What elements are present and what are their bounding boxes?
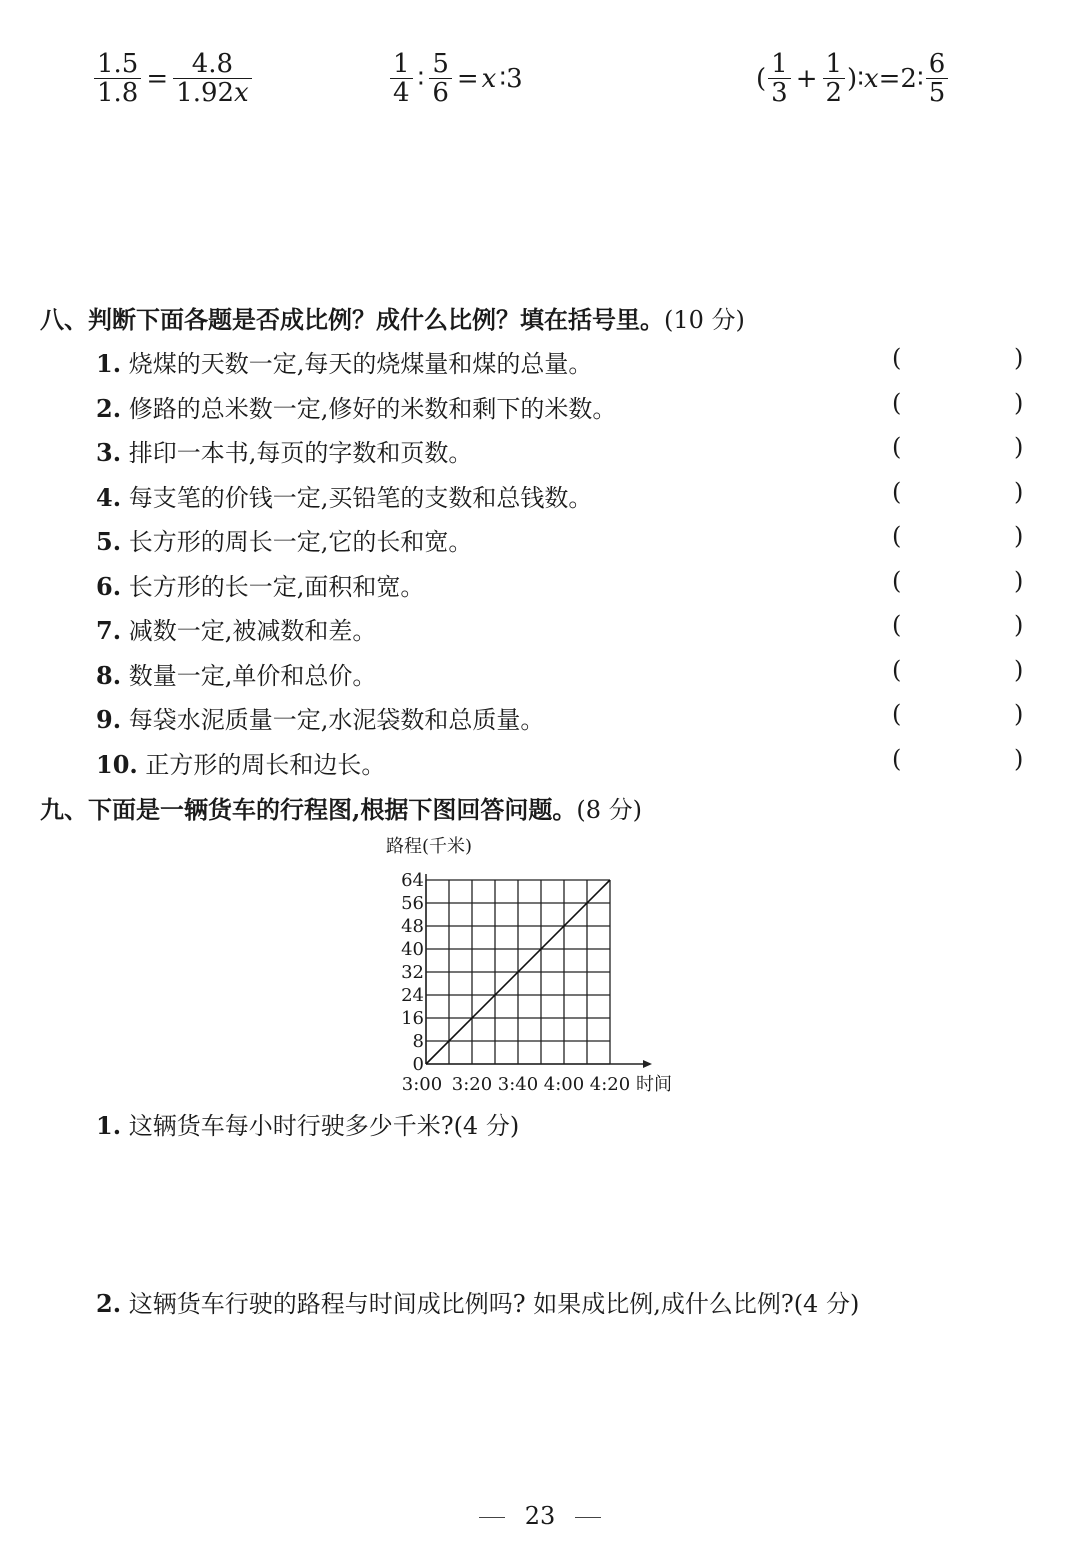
judgement-item: 1. 烧煤的天数一定,每天的烧煤量和煤的总量。 ( )	[96, 344, 1024, 378]
y-tick-label: 64	[401, 870, 424, 891]
y-axis-label: 路程(千米)	[386, 836, 473, 857]
judgement-item: 3. 排印一本书,每页的字数和页数。 ( )	[96, 433, 1024, 467]
x-tick-label: 3:40	[497, 1074, 539, 1095]
footer-dash	[575, 1517, 601, 1518]
answer-paren-open: (	[892, 744, 902, 773]
answer-paren-open: (	[892, 522, 902, 550]
page-number: 23	[524, 1502, 556, 1530]
answer-paren-open: (	[892, 655, 902, 684]
answer-paren-open: (	[892, 700, 902, 728]
answer-paren-open: (	[892, 611, 902, 639]
section-9-heading: 九、下面是一辆货车的行程图,根据下图回答问题。(8 分)	[40, 795, 642, 824]
answer-paren-close: )	[1014, 388, 1024, 417]
y-tick-label: 40	[401, 939, 424, 960]
x-tick-label: 3:20	[451, 1074, 493, 1095]
y-tick-label: 0	[412, 1054, 424, 1075]
y-tick-label: 56	[401, 893, 424, 914]
y-tick-label: 16	[401, 1008, 424, 1029]
answer-paren-open: (	[892, 433, 902, 461]
answer-paren-close: )	[1014, 477, 1024, 506]
x-tick-label: 4:00	[543, 1074, 585, 1095]
distance-time-chart	[380, 828, 700, 1100]
judgement-item: 7. 减数一定,被减数和差。 ( )	[96, 611, 1024, 645]
answer-paren-close: )	[1014, 566, 1024, 595]
page-footer	[0, 1502, 1080, 1530]
equation-1: $\frac{1.5}{1.8}$ = $\frac{4.8}{1.92x}$	[92, 50, 254, 107]
section-8-heading: 八、判断下面各题是否成比例？成什么比例？填在括号里。(10 分)	[40, 305, 745, 334]
y-tick-label: 24	[401, 985, 424, 1006]
answer-paren-close: )	[1014, 744, 1024, 773]
fraction: $\frac{1}{2}$	[823, 50, 846, 107]
judgement-item: 10. 正方形的周长和边长。 ( )	[96, 744, 1024, 779]
fraction: $\frac{4.8}{1.92x}$	[173, 50, 252, 107]
answer-paren-close: )	[1014, 700, 1024, 728]
judgement-item: 8. 数量一定,单价和总价。 ( )	[96, 655, 1024, 690]
judgement-item: 4. 每支笔的价钱一定,买铅笔的支数和总钱数。 ( )	[96, 477, 1024, 512]
answer-paren-close: )	[1014, 611, 1024, 639]
judgement-item: 9. 每袋水泥质量一定,水泥袋数和总质量。 ( )	[96, 700, 1024, 734]
footer-dash	[479, 1517, 505, 1518]
question-1: 1. 这辆货车每小时行驶多少千米?(4 分)	[96, 1111, 520, 1140]
equation-2: $\frac{1}{4}$ ∶ $\frac{5}{6}$ = x ∶3	[388, 50, 526, 107]
fraction: $\frac{5}{6}$	[429, 50, 452, 107]
y-tick-label: 48	[401, 916, 424, 937]
answer-paren-close: )	[1014, 344, 1024, 372]
judgement-item: 2. 修路的总米数一定,修好的米数和剩下的米数。 ( )	[96, 388, 1024, 423]
x-tick-label: 4:20	[589, 1074, 631, 1095]
answer-paren-close: )	[1014, 655, 1024, 684]
answer-paren-open: (	[892, 344, 902, 372]
answer-paren-close: )	[1014, 433, 1024, 461]
fraction: $\frac{1.5}{1.8}$	[94, 50, 141, 107]
answer-paren-close: )	[1014, 522, 1024, 550]
fraction: $\frac{6}{5}$	[926, 50, 949, 107]
answer-paren-open: (	[892, 566, 902, 595]
fraction: $\frac{1}{4}$	[390, 50, 413, 107]
x-tick-label: 3:00	[401, 1074, 443, 1095]
x-axis-arrow	[643, 1060, 652, 1068]
judgement-item: 6. 长方形的长一定,面积和宽。 ( )	[96, 566, 1024, 601]
x-axis-label: 时间	[636, 1074, 672, 1095]
equation-3: ( $\frac{1}{3}$ + $\frac{1}{2}$ )∶ x =2∶ $\frac{6}{5}$	[756, 50, 950, 107]
judgement-item: 5. 长方形的周长一定,它的长和宽。 ( )	[96, 522, 1024, 556]
fraction: $\frac{1}{3}$	[768, 50, 791, 107]
y-tick-label: 8	[412, 1031, 424, 1052]
answer-paren-open: (	[892, 477, 902, 506]
y-tick-label: 32	[401, 962, 424, 983]
question-2: 2. 这辆货车行驶的路程与时间成比例吗? 如果成比例,成什么比例?(4 分)	[96, 1289, 860, 1318]
answer-paren-open: (	[892, 388, 902, 417]
